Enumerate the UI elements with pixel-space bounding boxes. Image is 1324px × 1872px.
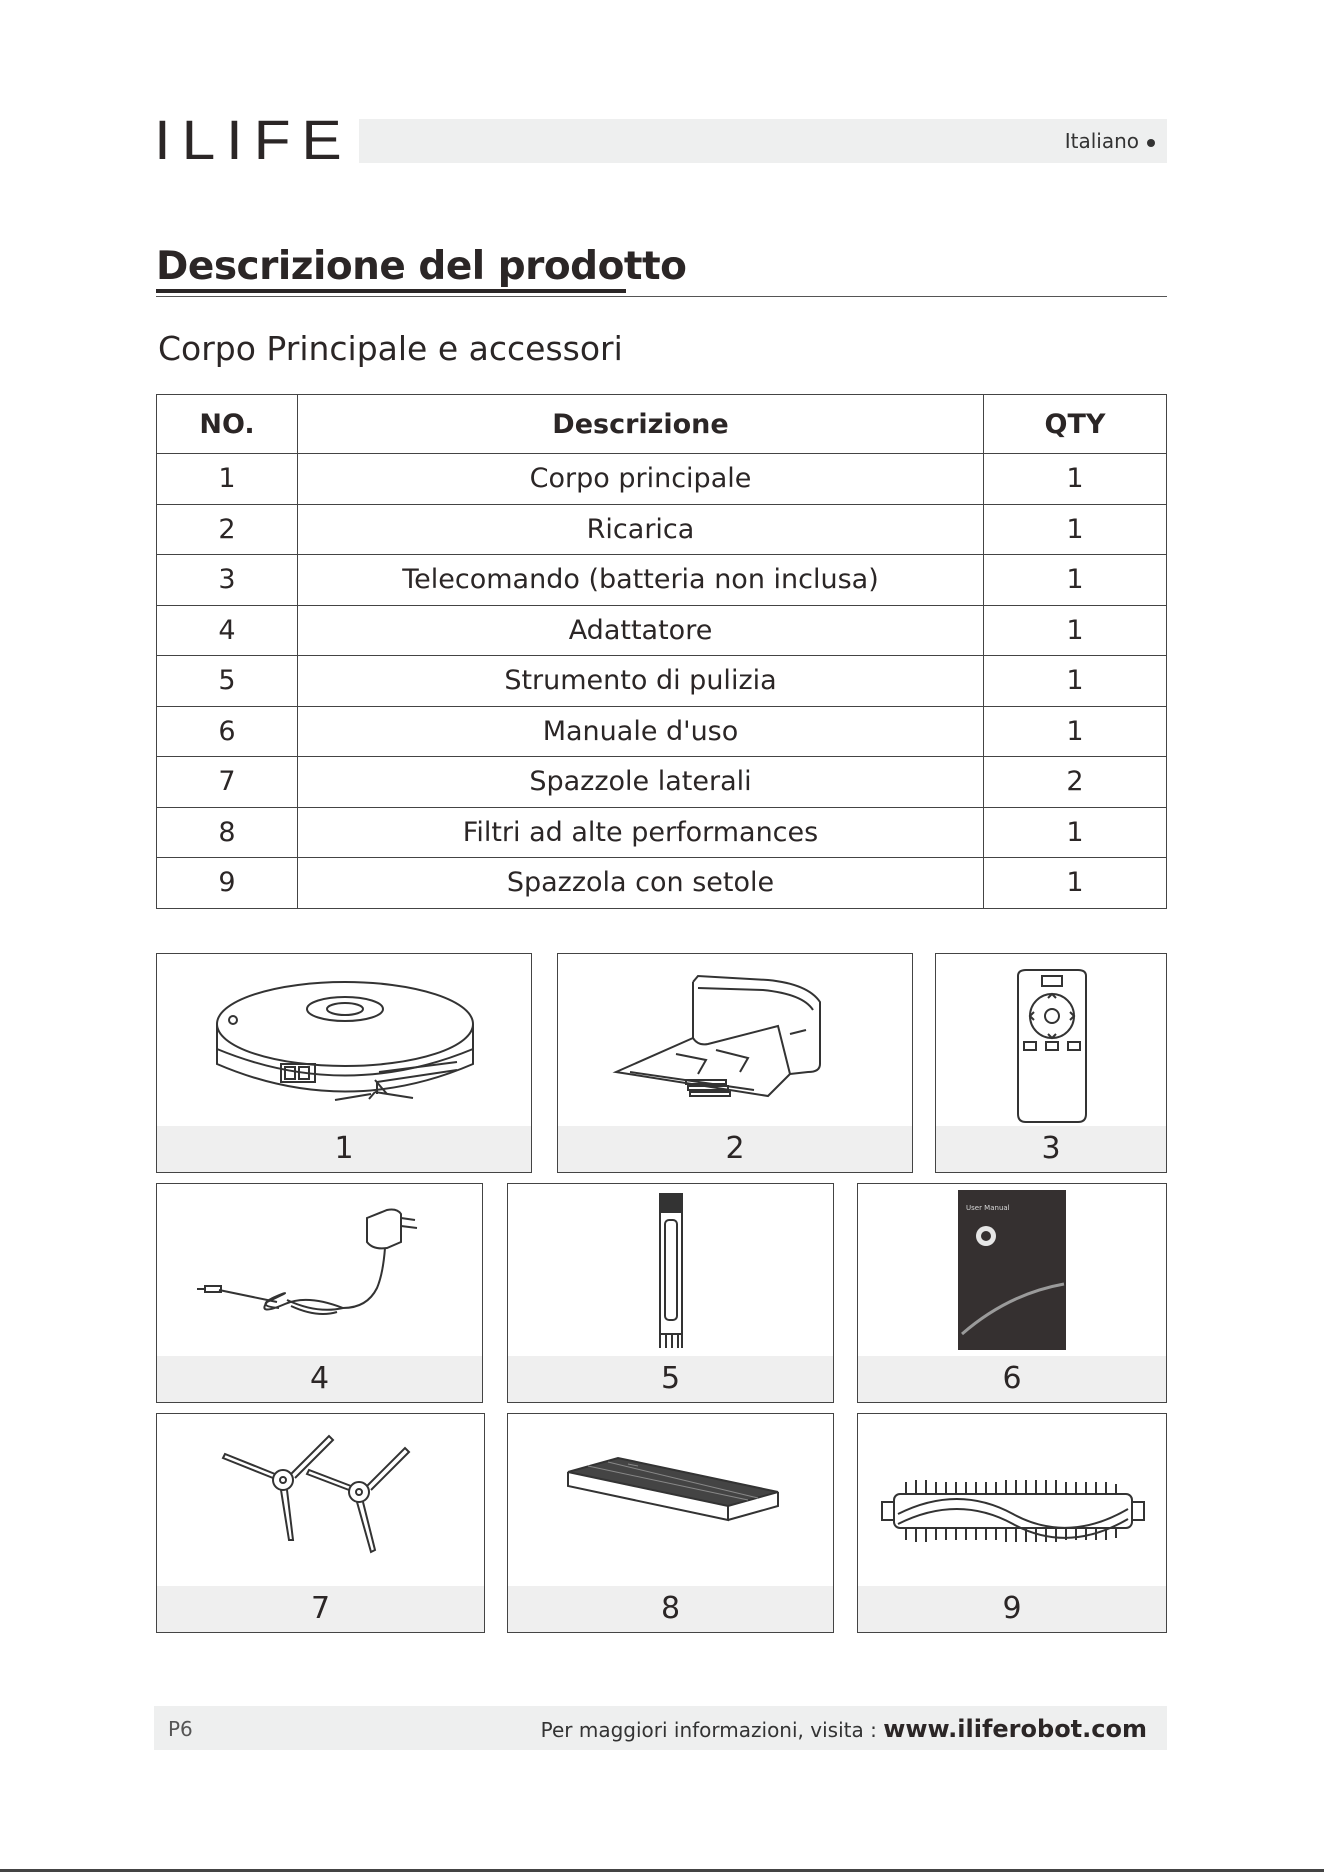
cell-qty: 1 [984, 504, 1167, 555]
cleaning-tool-icon [508, 1184, 835, 1358]
filter-icon [508, 1414, 835, 1588]
panel-label: 9 [858, 1586, 1166, 1632]
panel-label: 5 [508, 1356, 833, 1402]
column-header-description: Descrizione [298, 395, 984, 454]
cell-qty: 1 [984, 858, 1167, 909]
language-label: Italiano [1064, 129, 1139, 153]
website-link[interactable]: www.iliferobot.com [883, 1715, 1147, 1743]
cell-no: 1 [157, 454, 298, 505]
panel-side-brushes [156, 1413, 485, 1633]
title-underline [156, 289, 626, 293]
cell-qty: 1 [984, 555, 1167, 606]
cell-qty: 2 [984, 757, 1167, 808]
cell-qty: 1 [984, 605, 1167, 656]
cell-qty: 1 [984, 656, 1167, 707]
cell-no: 9 [157, 858, 298, 909]
brand-logo: ILIFE [154, 108, 353, 171]
panel-label: 1 [157, 1126, 531, 1172]
section-title: Descrizione del prodotto [156, 244, 687, 289]
cell-no: 4 [157, 605, 298, 656]
panel-remote-control [935, 953, 1167, 1173]
cell-qty: 1 [984, 706, 1167, 757]
table-row [157, 605, 1167, 656]
table-row [157, 757, 1167, 808]
title-rule [156, 296, 1167, 297]
table-header-row [157, 395, 1167, 454]
cell-description: Spazzola con setole [298, 858, 984, 909]
panel-power-adapter [156, 1183, 483, 1403]
table-row [157, 504, 1167, 555]
page-number: P6 [168, 1717, 193, 1741]
section-subtitle: Corpo Principale e accessori [158, 329, 623, 368]
table-row [157, 656, 1167, 707]
footer-text: Per maggiori informazioni, visita : [540, 1718, 884, 1742]
table-row [157, 555, 1167, 606]
table-row [157, 706, 1167, 757]
cell-no: 7 [157, 757, 298, 808]
power-adapter-icon [157, 1184, 484, 1358]
cell-no: 2 [157, 504, 298, 555]
column-header-qty: QTY [984, 395, 1167, 454]
robot-vacuum-icon [157, 954, 533, 1128]
panel-label: 8 [508, 1586, 833, 1632]
cell-description: Strumento di pulizia [298, 656, 984, 707]
cell-description: Corpo principale [298, 454, 984, 505]
remote-control-icon [936, 954, 1168, 1128]
cell-description: Spazzole laterali [298, 757, 984, 808]
panel-label: 7 [157, 1586, 484, 1632]
footer-bar [154, 1706, 1167, 1750]
bristle-brush-icon [858, 1414, 1168, 1588]
panel-label: 3 [936, 1126, 1166, 1172]
panel-filter [507, 1413, 834, 1633]
cell-no: 6 [157, 706, 298, 757]
panel-cleaning-tool [507, 1183, 834, 1403]
panel-user-manual [857, 1183, 1167, 1403]
column-header-no: NO. [157, 395, 298, 454]
panel-label: 6 [858, 1356, 1166, 1402]
charging-dock-icon [558, 954, 914, 1128]
panel-label: 2 [558, 1126, 912, 1172]
language-indicator [1065, 129, 1155, 153]
side-brushes-icon [157, 1414, 486, 1588]
cell-description: Manuale d'uso [298, 706, 984, 757]
parts-table [156, 394, 1167, 909]
cell-no: 3 [157, 555, 298, 606]
bullet-icon [1147, 139, 1155, 147]
cell-no: 5 [157, 656, 298, 707]
footer-info [541, 1715, 1147, 1743]
table-row [157, 858, 1167, 909]
cell-qty: 1 [984, 454, 1167, 505]
cell-description: Ricarica [298, 504, 984, 555]
panel-bristle-brush [857, 1413, 1167, 1633]
user-manual-icon [858, 1184, 1168, 1358]
cell-description: Adattatore [298, 605, 984, 656]
language-bar [359, 119, 1167, 163]
cell-qty: 1 [984, 807, 1167, 858]
cell-description: Filtri ad alte performances [298, 807, 984, 858]
table-row [157, 454, 1167, 505]
table-row [157, 807, 1167, 858]
manual-cover-title: User Manual [966, 1204, 1010, 1212]
panel-robot-vacuum [156, 953, 532, 1173]
panel-label: 4 [157, 1356, 482, 1402]
cell-description: Telecomando (batteria non inclusa) [298, 555, 984, 606]
cell-no: 8 [157, 807, 298, 858]
panel-charging-dock [557, 953, 913, 1173]
